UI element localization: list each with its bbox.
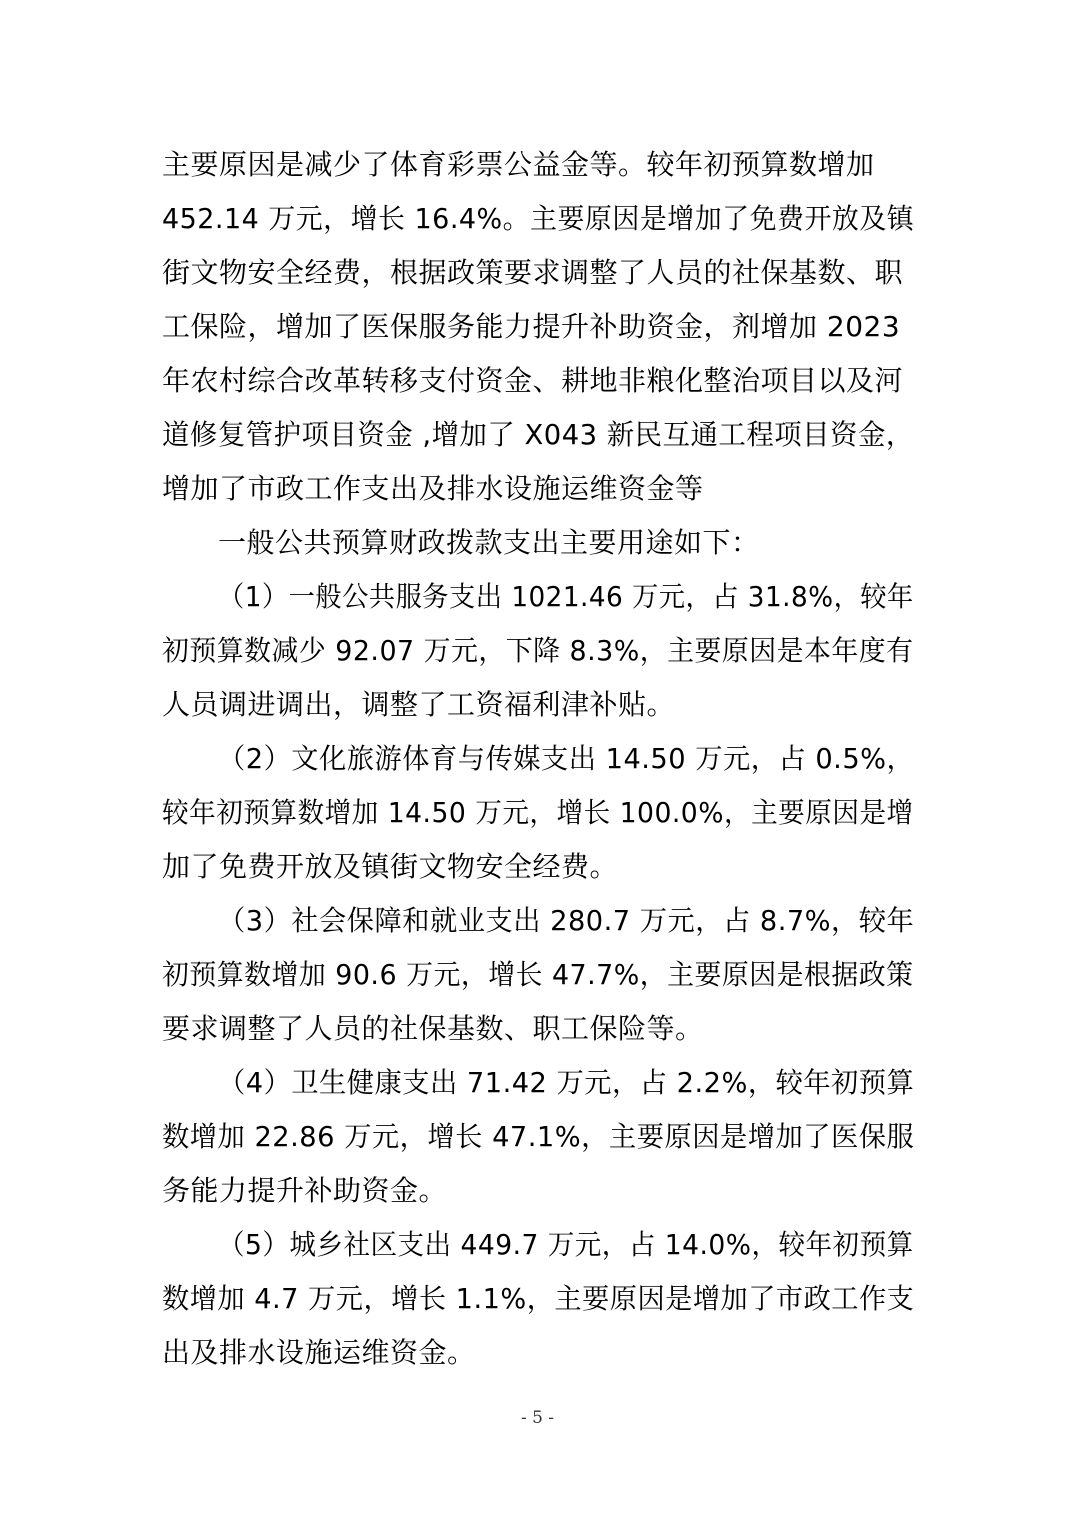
text-line: 道修复管护项目资金 ,增加了 X043 新民互通工程项目资金， (162, 418, 914, 451)
item-2-line: （2）文化旅游体育与传媒支出 14.50 万元，占 0.5%， (218, 742, 915, 775)
text-line: 街文物安全经费，根据政策要求调整了人员的社保基数、职 (162, 256, 904, 289)
item-4-line: （4）卫生健康支出 71.42 万元，占 2.2%，较年初预算 (218, 1066, 915, 1099)
item-1-line: （1）一般公共服务支出 1021.46 万元，占 31.8%，较年 (218, 580, 914, 613)
item-5-line: 数增加 4.7 万元，增长 1.1%，主要原因是增加了市政工作支 (162, 1282, 915, 1315)
item-5-line: （5）城乡社区支出 449.7 万元，占 14.0%，较年初预算 (218, 1228, 914, 1261)
item-4-line: 数增加 22.86 万元，增长 47.1%，主要原因是增加了医保服 (162, 1120, 915, 1153)
page-number: - 5 - (520, 1408, 555, 1428)
item-2-line: 加了免费开放及镇街文物安全经费。 (162, 850, 619, 883)
item-3-line: 要求调整了人员的社保基数、职工保险等。 (162, 1012, 704, 1045)
item-4-line: 务能力提升补助资金。 (162, 1174, 448, 1207)
section-intro: 一般公共预算财政拨款支出主要用途如下： (218, 526, 760, 559)
text-line: 工保险，增加了医保服务能力提升补助资金，剂增加 2023 (162, 310, 901, 343)
item-3-line: （3）社会保障和就业支出 280.7 万元，占 8.7%，较年 (218, 904, 915, 937)
item-3-line: 初预算数增加 90.6 万元，增长 47.7%，主要原因是根据政策 (162, 958, 914, 991)
text-line: 452.14 万元，增长 16.4%。主要原因是增加了免费开放及镇 (162, 202, 915, 235)
item-1-line: 初预算数减少 92.07 万元，下降 8.3%，主要原因是本年度有 (162, 634, 914, 667)
text-line: 增加了市政工作支出及排水设施运维资金等 (162, 472, 704, 505)
item-1-line: 人员调进调出，调整了工资福利津补贴。 (162, 688, 676, 721)
item-5-line: 出及排水设施运维资金。 (162, 1336, 476, 1369)
text-line: 年农村综合改革转移支付资金、耕地非粮化整治项目以及河 (162, 364, 904, 397)
text-line: 主要原因是减少了体育彩票公益金等。较年初预算数增加 (162, 148, 875, 181)
item-2-line: 较年初预算数增加 14.50 万元，增长 100.0%，主要原因是增 (162, 796, 914, 829)
